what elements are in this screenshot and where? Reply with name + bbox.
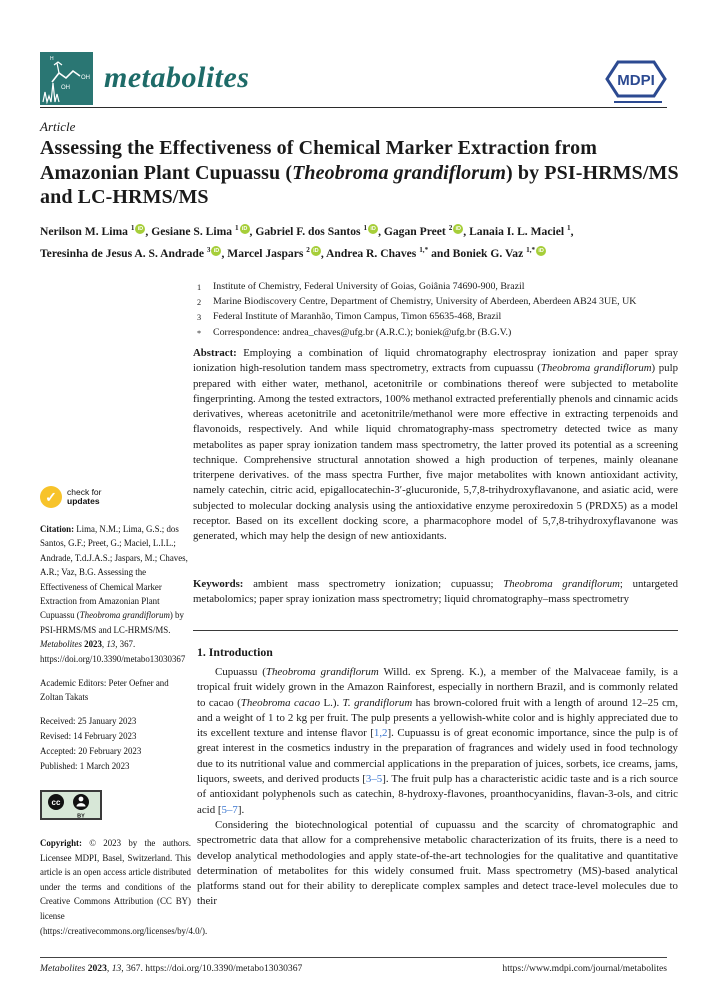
svg-text:cc: cc bbox=[51, 798, 61, 807]
text-segment: 2023 bbox=[87, 963, 107, 974]
check-for-updates-line1: check for bbox=[67, 486, 102, 497]
svg-text:OH: OH bbox=[61, 85, 70, 91]
affiliations bbox=[197, 279, 679, 340]
text-segment: 13 bbox=[106, 639, 116, 650]
text-segment: Copyright: bbox=[40, 838, 90, 848]
text-segment: , Andrea R. Chaves bbox=[320, 246, 420, 260]
text-segment: ]. bbox=[237, 803, 245, 816]
orcid-icon[interactable]: iD bbox=[311, 246, 321, 256]
affiliation-marker: 1 bbox=[197, 283, 202, 292]
text-segment: Metabolites bbox=[40, 963, 86, 974]
keywords bbox=[193, 577, 678, 608]
text-segment: ; untargeted metabolomics; paper spray ionization mass spectrometry; liquid chromatography–mass spectrometry bbox=[193, 578, 678, 606]
text-segment: 1,* bbox=[526, 245, 536, 254]
affiliation-text: Federal Institute of Maranhão, Timon Campus, Timon 65635-468, Brazil bbox=[213, 311, 502, 323]
mdpi-logo-text: MDPI bbox=[617, 72, 655, 89]
text-segment: Willd. ex Spreng. K.), a member of the Malvaceae family, is a tropical fruit widely grown in the Amazon Rainforest, especially in northern Brazil, and is commonly related to cacao ( bbox=[197, 666, 678, 709]
text-segment: Teresinha de Jesus A. S. Andrade bbox=[40, 246, 207, 260]
text-segment: © 2023 by the authors. Licensee MDPI, Basel, Switzerland. This article is an open access article distributed under the terms and conditions of the Creative Commons Attribution (CC BY) license (https://creativecommons.org/licenses/by/4.0/). bbox=[40, 838, 208, 936]
intro-paragraph-1 bbox=[197, 665, 678, 818]
orcid-icon[interactable]: iD bbox=[135, 224, 145, 234]
published-date: Published: 1 March 2023 bbox=[40, 761, 130, 771]
svg-text:H: H bbox=[50, 56, 54, 62]
text-segment: has brown-colored fruit with a length of around 12–25 cm, and a weight of 1 to 2 kg per fruit. The pulp presents a yellowish-white color and is highly appreciated due to its excellent texture and intense flavor [ bbox=[197, 696, 679, 740]
abstract bbox=[193, 346, 678, 544]
orcid-icon[interactable]: iD bbox=[453, 224, 463, 234]
text-segment: Theobroma grandiflorum bbox=[503, 578, 620, 590]
svg-text:OH: OH bbox=[81, 75, 90, 81]
correspondence-text[interactable]: Correspondence: andrea_chaves@ufg.br (A.R.C.); boniek@ufg.br (B.G.V.) bbox=[213, 326, 512, 338]
text-segment: , Gagan Preet bbox=[378, 224, 449, 238]
text-segment: 2 bbox=[448, 224, 453, 232]
text-segment: , 367. https://doi.org/10.3390/metabo13030367 bbox=[121, 963, 303, 974]
text-segment: ]. Cupuassu is of great economic importance, since the pulp is of great interest in the cosmetics industry in the preparation of fragrances and widely used in food technology due to its nutritional value and commercial applications in the preparation of juices, sorbets, ice creams, jams, liquors, sweets, and derived products [ bbox=[197, 727, 678, 786]
citation-ref-link[interactable]: 3–5 bbox=[365, 773, 383, 786]
citation-ref-link[interactable]: 1,2 bbox=[373, 727, 388, 740]
text-segment: 1 bbox=[566, 224, 571, 232]
accepted-date: Accepted: 20 February 2023 bbox=[40, 746, 142, 756]
check-icon: ✓ bbox=[40, 486, 62, 508]
check-for-updates-button[interactable] bbox=[40, 486, 102, 508]
citation-info bbox=[40, 522, 189, 666]
orcid-icon[interactable]: iD bbox=[240, 224, 250, 234]
mdpi-logo[interactable] bbox=[604, 58, 668, 109]
header-divider bbox=[40, 107, 667, 108]
orcid-icon[interactable]: iD bbox=[536, 246, 546, 256]
text-segment: , Lanaia I. L. Maciel bbox=[463, 224, 567, 238]
text-segment: Assessing the Effectiveness of Chemical Marker Extraction from Amazonian Plant Cupuassu ( bbox=[40, 137, 598, 184]
text-segment: ambient mass spectrometry ionization; cupuassu; bbox=[253, 578, 504, 590]
text-segment: Metabolites bbox=[40, 639, 82, 650]
affiliation-row bbox=[197, 294, 679, 309]
text-segment: L.). bbox=[320, 696, 343, 709]
text-segment: Cupuassu ( bbox=[215, 666, 266, 678]
text-segment: , Marcel Jaspars bbox=[221, 246, 307, 260]
article-type-label: Article bbox=[40, 119, 76, 134]
text-segment: Theobroma grandiflorum bbox=[265, 666, 379, 678]
text-segment: Theobroma grandiflorum bbox=[540, 362, 652, 375]
text-segment: Nerilson M. Lima bbox=[40, 224, 131, 238]
text-segment: , Gesiane S. Lima bbox=[145, 224, 235, 238]
text-segment: Keywords: bbox=[193, 578, 254, 590]
page-title bbox=[40, 136, 680, 210]
text-segment: 1 bbox=[363, 224, 368, 232]
text-segment: Considering the biotechnological potential of cupuassu and the scarcity of chromatographic and spectrometric data that allow for a comprehensive metabolic characterization of its fruits, there is a need to develop analytical methodologies and apply state-of-the-art technologies for the qualitative and quantitative determination of metabolites for this widely consumed fruit. Mass spectrometry (MS)-based analytical platforms stand out for their ability to dereplicate complex samples and detect trace-level molecules due to their bbox=[197, 818, 678, 908]
text-segment: Abstract: bbox=[193, 347, 244, 359]
text-segment: , bbox=[106, 963, 112, 974]
text-segment: ) by PSI-HRMS/MS and LC-HRMS/MS bbox=[40, 161, 679, 208]
footer-divider bbox=[40, 957, 667, 958]
text-segment: Theobroma cacao bbox=[240, 696, 321, 709]
correspondence-marker: * bbox=[197, 328, 202, 338]
text-segment: and Boniek G. Vaz bbox=[428, 246, 527, 260]
check-for-updates-line2: updates bbox=[67, 496, 100, 506]
text-segment: Theobroma grandiflorum bbox=[292, 161, 507, 184]
correspondence-row bbox=[197, 325, 679, 340]
orcid-icon[interactable]: iD bbox=[368, 224, 378, 234]
text-segment: 1 bbox=[130, 224, 135, 232]
text-segment: , Gabriel F. dos Santos bbox=[249, 224, 364, 238]
text-segment: T. grandiflorum bbox=[342, 696, 413, 709]
article-dates bbox=[40, 714, 189, 774]
section-heading-introduction: 1. Introduction bbox=[197, 645, 273, 659]
affiliation-row bbox=[197, 309, 679, 324]
affiliation-marker: 3 bbox=[197, 313, 202, 323]
text-segment: Citation: bbox=[40, 524, 77, 534]
check-for-updates-label bbox=[67, 488, 102, 507]
text-segment: Theobroma grandiflorum bbox=[79, 610, 170, 621]
intro-paragraph-2 bbox=[197, 818, 678, 910]
svg-text:BY: BY bbox=[77, 813, 85, 820]
text-segment: 1,* bbox=[419, 245, 429, 254]
copyright-notice bbox=[40, 836, 208, 938]
revised-date: Revised: 14 February 2023 bbox=[40, 731, 137, 741]
affiliation-text: Marine Biodiscovery Centre, Department of Chemistry, University of Aberdeen, Aberdeen AB24 3UE, UK bbox=[213, 296, 637, 308]
cc-by-license-icon[interactable] bbox=[40, 790, 102, 825]
text-segment: , bbox=[101, 639, 107, 650]
footer-citation bbox=[40, 963, 302, 974]
text-segment: Lima, N.M.; Lima, G.S.; dos Santos, G.F.; Preet, G.; Maciel, L.I.L.; Andrade, T.d.J.A.S.; Jaspars, M.; Chaves, A.R.; Vaz, B.G. Assessing the Effectiveness of Chemical Marker Extraction from Amazonian Plant Cupuassu ( bbox=[40, 524, 188, 621]
text-segment: Employing a combination of liquid chromatography electrospray ionization and paper spray ionization high-resolution tandem mass spectrometry, extracts from cupuassu ( bbox=[193, 347, 678, 375]
text-segment: 2 bbox=[306, 245, 310, 254]
citation-ref-link[interactable]: 5–7 bbox=[221, 803, 238, 816]
text-segment: , 367. https://doi.org/10.3390/metabo13030367 bbox=[40, 639, 186, 664]
text-segment: ) by PSI-HRMS/MS and LC-HRMS/MS. bbox=[40, 610, 184, 635]
footer-journal-url[interactable]: https://www.mdpi.com/journal/metabolites bbox=[502, 963, 667, 974]
affiliation-marker: 2 bbox=[197, 298, 202, 308]
text-segment: ) pulp prepared with either water, methanol, acetonitrile or combinations thereof were subjected to metabolite fingerprinting. Among the tested extractors, 100% methanol extracted preferentially phenols and cinnamic acids derivatives, whereas acetonitrile and acetonitrile/methanol were more effective in extracting terpenoids and flavonoids, respectively. And while liquid chromatography-mass spectrometry detected twice as many metabolites as paper spray ionization tandem mass spectrometry, the latter proved its potential as a screening technique. Comprehensive structural annotation showed a high production of terpenes, mainly oleanane triterpene derivatives. of the mass spectra Further, five major metabolites with known antioxidant activity, namely catechin, citric acid, epigallocatechin-3′-glucuronide, 5,7,8-trihydroxyflavanone, and asiatic acid, were subjected to molecular docking analysis using the antioxidative enzyme peroxiredoxin 5 (PRDX5) as a model receptor. Based on its excellent docking score, a pharmacophore model of 5,7,8-trihydroxyflavanone was generated, which may help the design of new antioxidants. bbox=[193, 362, 678, 542]
orcid-icon[interactable]: iD bbox=[211, 246, 221, 256]
article-body bbox=[197, 645, 678, 910]
affiliation-row bbox=[197, 279, 679, 294]
author-list bbox=[40, 219, 675, 263]
academic-editors: Academic Editors: Peter Oefner and Zoltan Takats bbox=[40, 678, 169, 703]
text-segment: 1 bbox=[234, 224, 239, 232]
keywords-divider bbox=[193, 630, 678, 631]
received-date: Received: 25 January 2023 bbox=[40, 716, 137, 726]
text-segment: 13 bbox=[111, 963, 122, 974]
text-segment: 3 bbox=[206, 245, 211, 254]
journal-name: metabolites bbox=[104, 61, 250, 94]
affiliation-text: Institute of Chemistry, Federal University of Goias, Goiânia 74690-900, Brazil bbox=[213, 281, 525, 292]
text-segment: 2023 bbox=[84, 639, 102, 650]
text-segment: ]. The fruit pulp has a characteristic acidic taste and is a rich source of antioxidant polyphenols such as catechin, 8-hydroxy-flavones, proanthocyanidins, flavan-3-ols, and citric acid [ bbox=[197, 773, 679, 816]
text-segment: , bbox=[570, 224, 574, 238]
journal-logo-icon bbox=[40, 52, 93, 105]
